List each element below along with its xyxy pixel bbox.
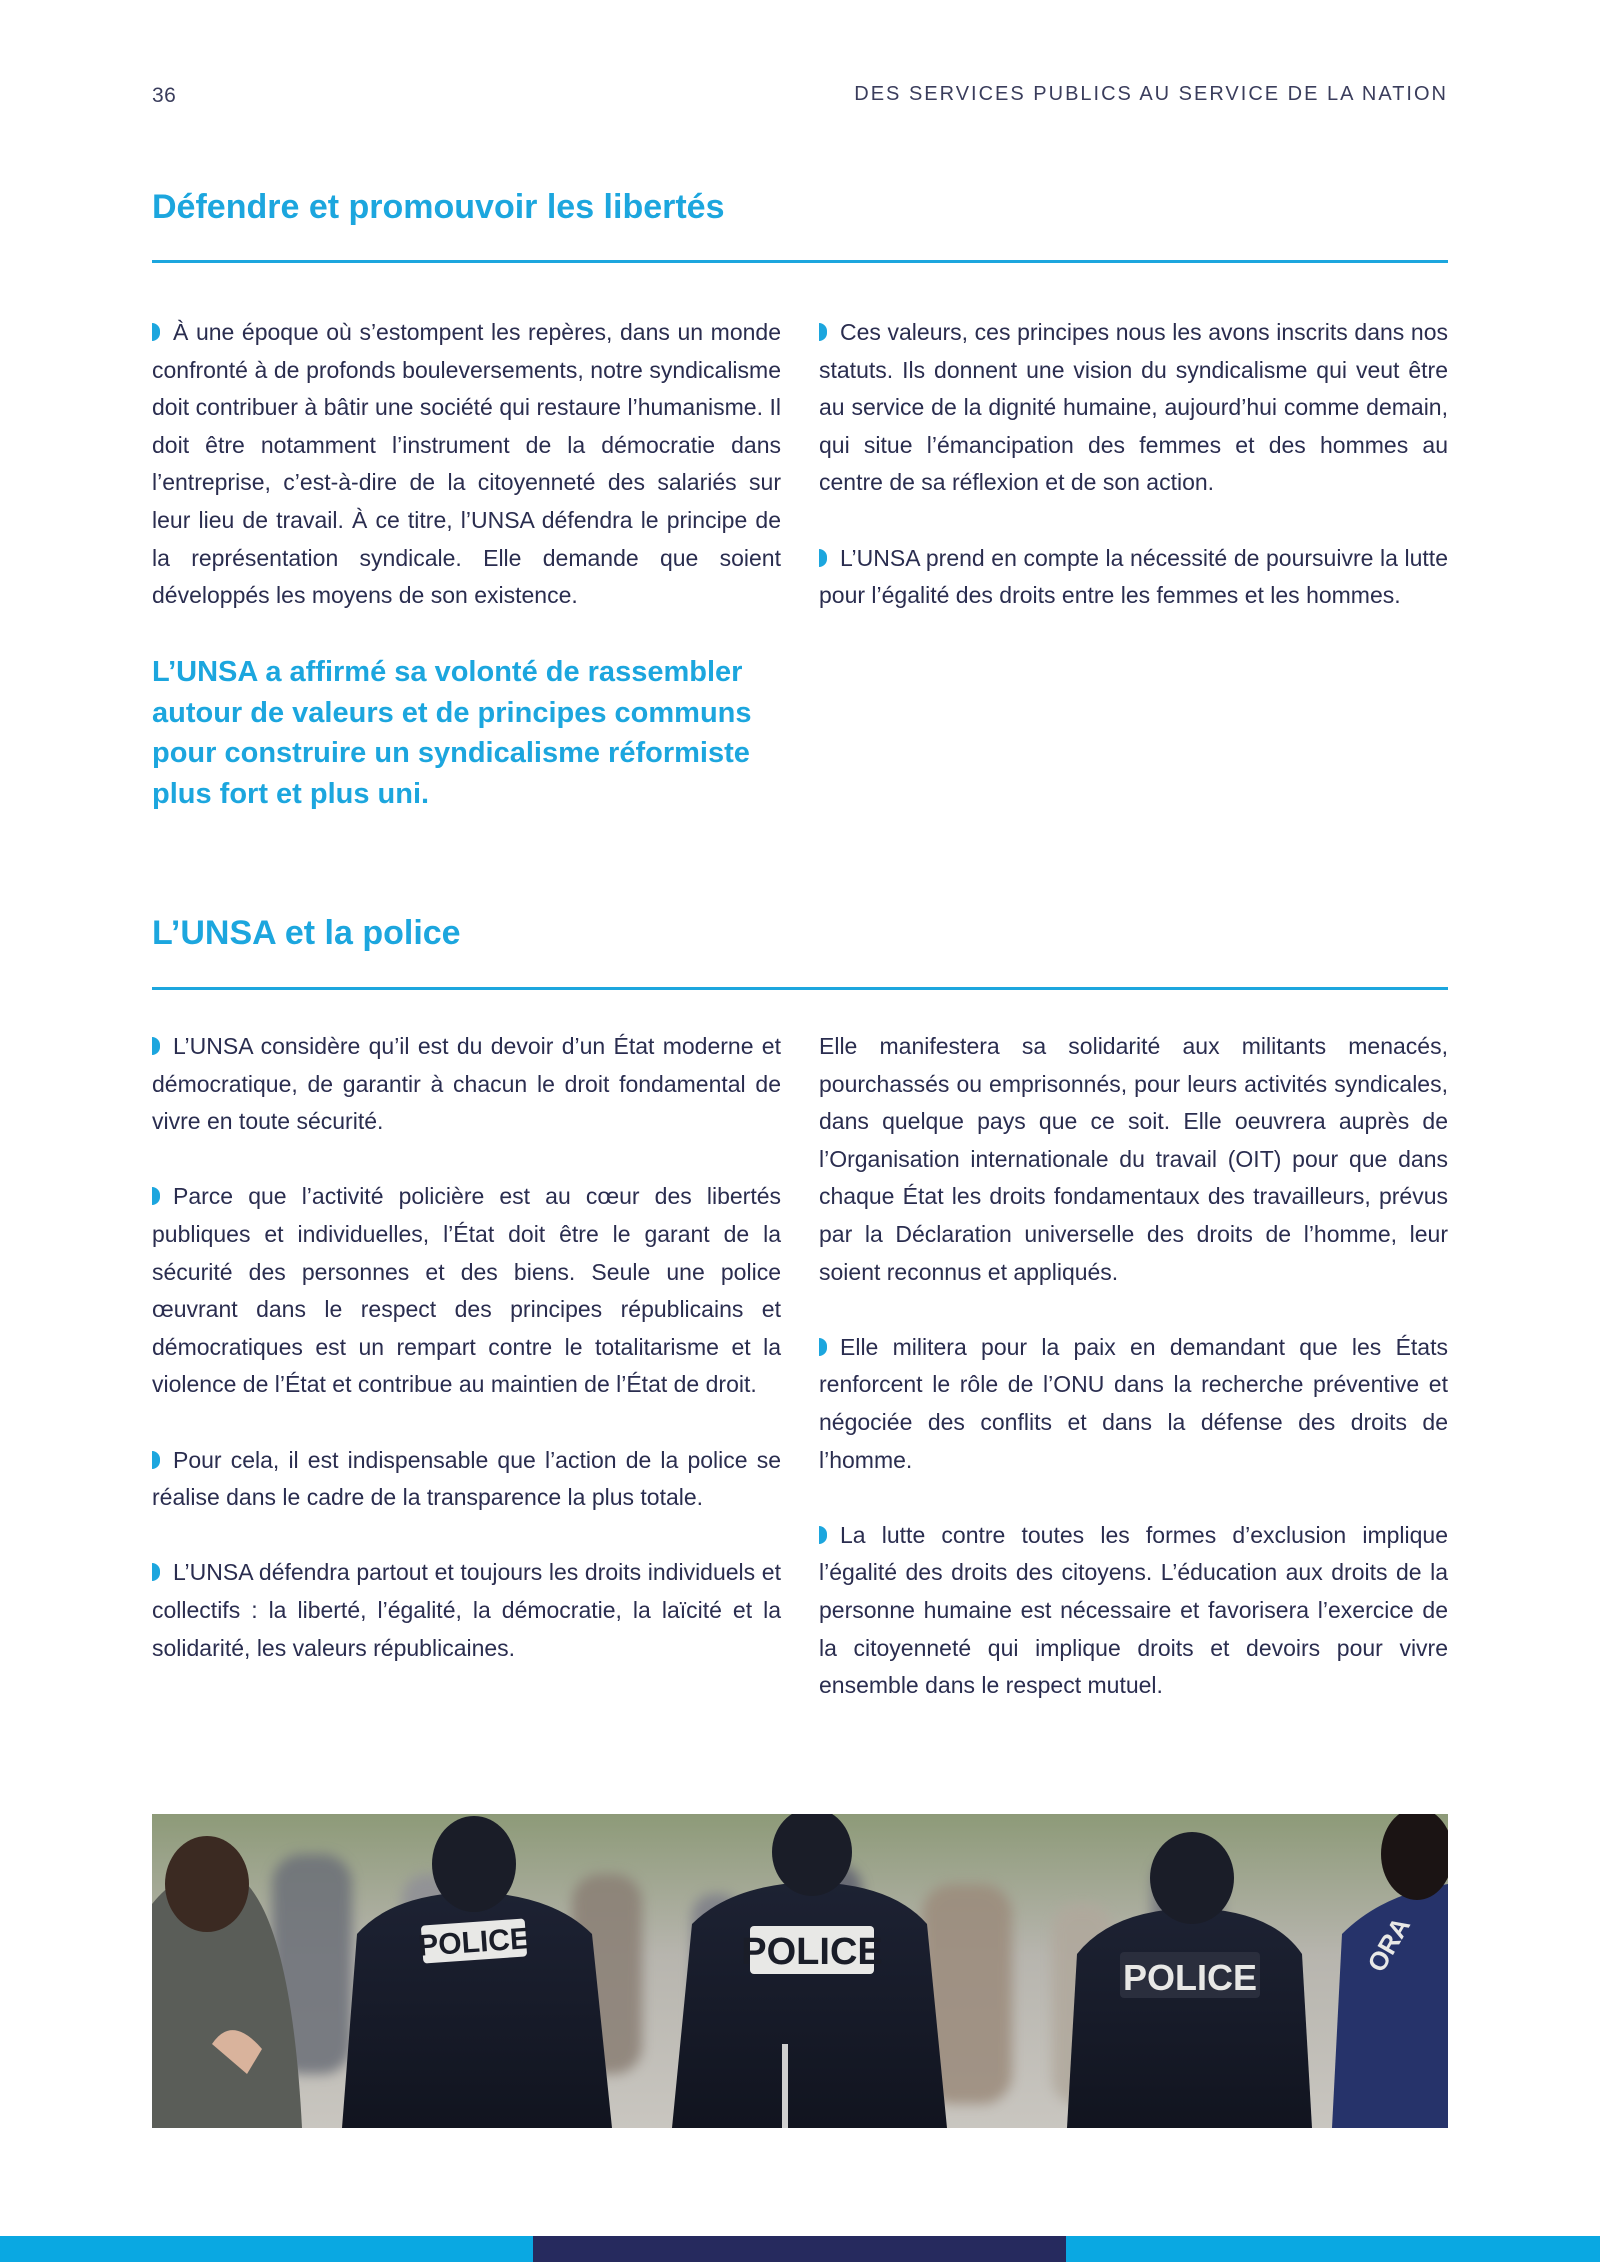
bullet-icon — [819, 1338, 827, 1356]
paragraph: Parce que l’activité policière est au cœur des libertés publiques et individuelles, l’État doit être le garant de la sécurité des personnes et des biens. Seule une police œuvrant dans le respect des principes républicains et démocratiques est un rempart contre le totalitarisme et la violence de l’État et contribue au maintien de l’État de droit. — [152, 1183, 781, 1398]
vest-label: POLICE — [417, 1922, 531, 1963]
page-number: 36 — [152, 84, 177, 107]
section-title-police: L’UNSA et la police — [152, 914, 461, 952]
pullquote: L’UNSA a affirmé sa volonté de rassembler autour de valeurs et de principes communs pour construire un syndicalisme réformiste plus fort et plus uni. — [152, 656, 752, 810]
section-title-libertes: Défendre et promouvoir les libertés — [152, 188, 725, 226]
bullet-icon — [152, 323, 160, 341]
paragraph-continuation: Elle manifestera sa solidarité aux militants menacés, pourchassés ou emprisonnés, pour leurs activités syndicales, dans quelque pays que ce soit. Elle oeuvrera auprès de l’Organisation internationale du travail (OIT) pour que dans chaque État les droits fondamentaux des travailleurs, prévus par la Déclaration universelle des droits de l’homme, leur soient reconnus et appliqués. — [819, 1033, 1448, 1285]
bullet-icon — [152, 1187, 160, 1205]
section-divider — [152, 987, 1448, 990]
paragraph: Elle militera pour la paix en demandant que les États renforcent le rôle de l’ONU dans la recherche préventive et négociée des conflits et dans la défense des droits de l’homme. — [819, 1333, 1448, 1473]
bullet-icon — [152, 1037, 160, 1055]
footer-color-bar-dark-segment — [533, 2236, 1066, 2262]
sleeve-text: ORA — [1361, 1911, 1417, 1977]
police-officers-photo — [152, 1814, 1448, 2128]
paragraph: La lutte contre toutes les formes d’exclusion implique l’égalité des droits des citoyens. L’éducation aux droits de la personne humaine est nécessaire et favorisera l’exercice de la citoyenneté qui implique droits et devoirs pour vivre ensemble dans le respect mutuel. — [819, 1521, 1448, 1699]
paragraph: À une époque où s’estompent les repères, dans un monde confronté à de profonds bouleversements, notre syndicalisme doit contribuer à bâtir une société qui restaure l’humanisme. Il doit être notamment l’instrument de la démocratie dans l’entreprise, c’est-à-dire de la citoyenneté des salariés sur leur lieu de travail. À ce titre, l’UNSA défendra le principe de la représentation syndicale. Elle demande que soient développés les moyens de son existence. — [152, 319, 781, 609]
section2-left-column — [152, 1028, 781, 1667]
bullet-icon — [152, 1451, 160, 1469]
bullet-icon — [819, 323, 827, 341]
bullet-icon — [152, 1563, 160, 1581]
bullet-icon — [819, 549, 827, 567]
paragraph: Ces valeurs, ces principes nous les avons inscrits dans nos statuts. Ils donnent une vision du syndicalisme qui veut être au service de la dignité humaine, aujourd’hui comme demain, qui situe l’émancipation des femmes et des hommes au centre de sa réflexion et de son action. — [819, 319, 1448, 496]
running-header: DES SERVICES PUBLICS AU SERVICE DE LA NATION — [854, 83, 1448, 105]
paragraph: L’UNSA défendra partout et toujours les droits individuels et collectifs : la liberté, l’égalité, la démocratie, la laïcité et la solidarité, les valeurs républicaines. — [152, 1559, 781, 1661]
bullet-icon — [819, 1526, 827, 1544]
section1-left-column — [152, 314, 781, 814]
section-divider — [152, 260, 1448, 263]
paragraph: Pour cela, il est indispensable que l’action de la police se réalise dans le cadre de la transparence la plus totale. — [152, 1446, 781, 1511]
footer-color-bar — [0, 2236, 1600, 2262]
paragraph: L’UNSA prend en compte la nécessité de poursuivre la lutte pour l’égalité des droits entre les femmes et les hommes. — [819, 544, 1448, 609]
vest-label: POLICE — [1122, 1957, 1258, 1998]
section1-right-column — [819, 314, 1448, 615]
section2-right-column — [819, 1028, 1448, 1705]
paragraph: L’UNSA considère qu’il est du devoir d’un État moderne et démocratique, de garantir à chacun le droit fondamental de vivre en toute sécurité. — [152, 1033, 781, 1135]
police-photo-illustration — [152, 1814, 1448, 2128]
vest-label: POLICE — [741, 1931, 883, 1973]
